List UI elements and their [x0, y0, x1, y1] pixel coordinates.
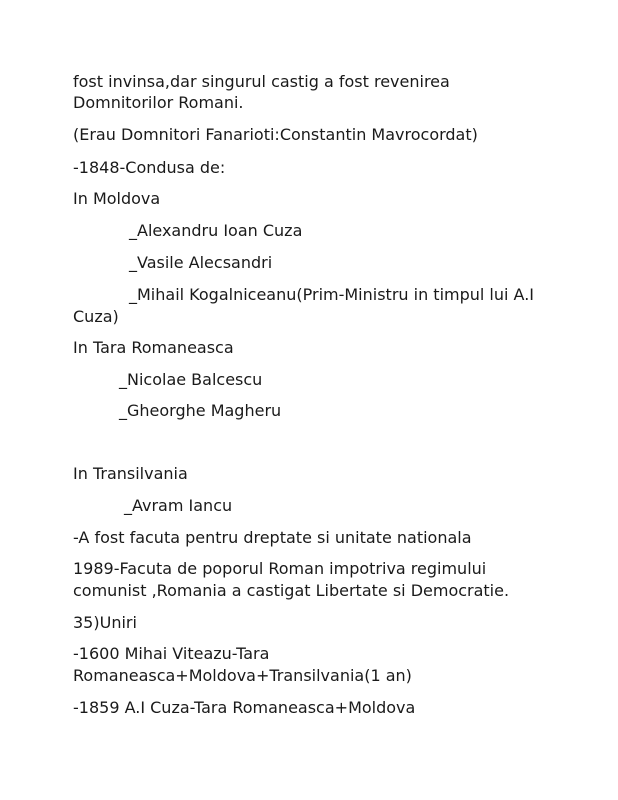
list-item: _Alexandru Ioan Cuza — [129, 221, 303, 240]
section-heading-1848: -1848-Condusa de: — [73, 158, 226, 177]
region-heading-moldova: In Moldova — [73, 189, 161, 208]
text-line: fost invinsa,dar singurul castig a fost revenirea — [73, 72, 450, 91]
text-line: (Erau Domnitori Fanarioti:Constantin Mavrocordat) — [73, 125, 478, 144]
region-heading-transilvania: In Transilvania — [73, 464, 188, 483]
list-item: _Gheorghe Magheru — [119, 401, 282, 420]
list-item: _Vasile Alecsandri — [129, 253, 273, 272]
list-item: -1859 A.I Cuza-Tara Romaneasca+Moldova — [73, 698, 416, 717]
list-item: _Mihail Kogalniceanu(Prim-Ministru in timpul lui A.I — [129, 285, 535, 304]
list-item: -1600 Mihai Viteazu-Tara — [73, 644, 270, 663]
section-text-1989: 1989-Facuta de poporul Roman impotriva regimului — [73, 559, 487, 578]
region-heading-tara-romaneasca: In Tara Romaneasca — [73, 338, 234, 357]
text-line: Romaneasca+Moldova+Transilvania(1 an) — [73, 666, 412, 685]
text-line: -A fost facuta pentru dreptate si unitate nationala — [73, 528, 472, 547]
text-line: comunist ,Romania a castigat Libertate si Democratie. — [73, 581, 510, 600]
text-line: Cuza) — [73, 307, 119, 326]
list-item: _Avram Iancu — [124, 496, 233, 515]
section-heading-uniri: 35)Uniri — [73, 613, 137, 632]
list-item: _Nicolae Balcescu — [119, 370, 263, 389]
text-line: Domnitorilor Romani. — [73, 93, 244, 112]
